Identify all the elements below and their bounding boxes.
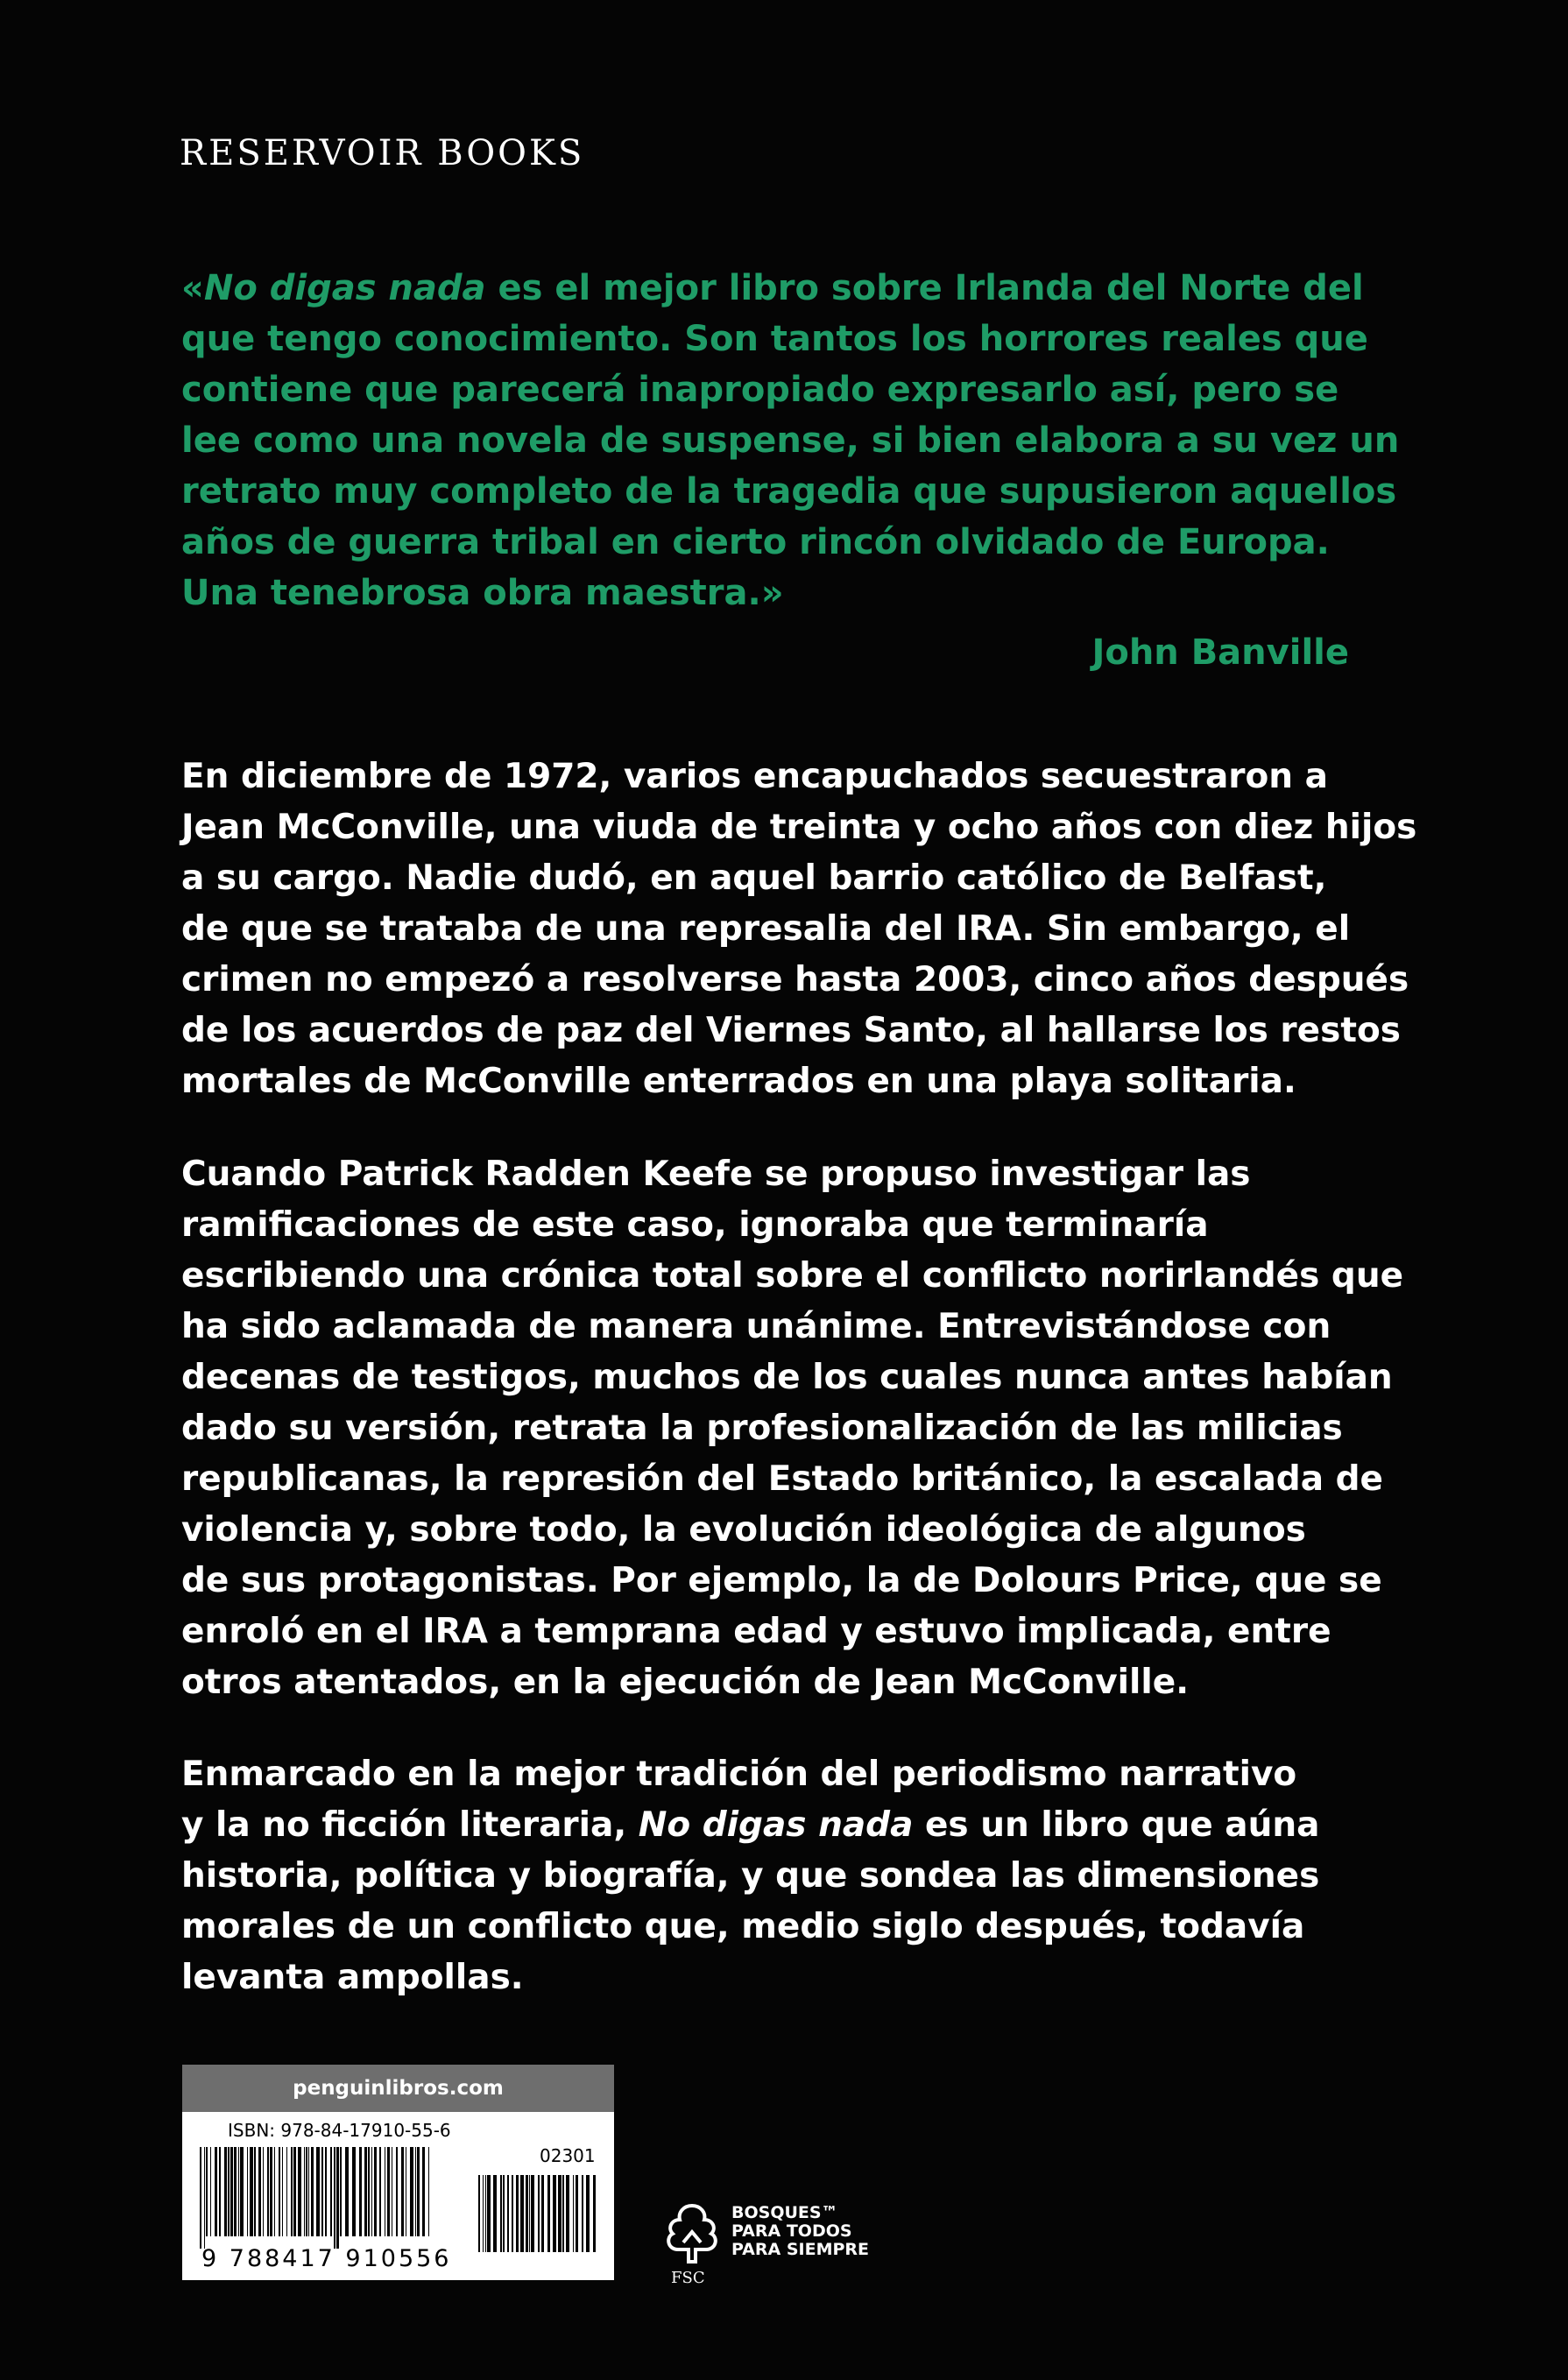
- quote-line: retrato muy completo de la tragedia que supusieron aquellos: [181, 471, 1397, 512]
- publisher-name: RESERVOIR BOOKS: [180, 133, 585, 173]
- paragraph-line: levanta ampollas.: [181, 1958, 524, 1997]
- paragraph-line: crimen no empezó a resolverse hasta 2003, cinco años después: [181, 960, 1409, 999]
- barcode-bar: [503, 2175, 505, 2252]
- barcode-bar: [364, 2147, 367, 2236]
- paragraph-line: En diciembre de 1972, varios encapuchados secuestraron a: [181, 757, 1328, 796]
- fsc-slogan: [731, 2204, 869, 2259]
- barcode-bar: [234, 2147, 237, 2236]
- barcode-block: [182, 2065, 614, 2280]
- barcode-bar: [374, 2147, 377, 2236]
- barcode-bar: [254, 2147, 256, 2236]
- barcode-bar: [247, 2147, 248, 2236]
- quote-line: años de guerra tribal en cierto rincón olvidado de Europa.: [181, 522, 1330, 562]
- barcode-bar: [325, 2147, 327, 2236]
- paragraph-line: Enmarcado en la mejor tradición del periodismo narrativo: [181, 1755, 1297, 1794]
- synopsis-paragraph-3: [181, 1749, 1443, 2003]
- barcode-bar: [330, 2147, 332, 2236]
- barcode-bar: [345, 2147, 349, 2236]
- barcode-bar: [553, 2175, 556, 2252]
- barcode-bar: [224, 2147, 227, 2236]
- barcode-bar: [558, 2175, 562, 2252]
- paragraph-line: ramificaciones de este caso, ignoraba que terminaría: [181, 1205, 1209, 1245]
- paragraph-line: mortales de McConville enterrados en una playa solitaria.: [181, 1062, 1296, 1101]
- barcode-bar: [562, 2175, 564, 2252]
- barcode-bar: [483, 2175, 484, 2252]
- paragraph-line: decenas de testigos, muchos de los cuales nunca antes habían: [181, 1358, 1393, 1397]
- barcode-bar: [417, 2147, 420, 2236]
- barcode-bar: [582, 2175, 583, 2252]
- barcode-bar: [334, 2147, 335, 2249]
- barcode-bar: [410, 2147, 413, 2236]
- barcode-bar: [478, 2175, 480, 2252]
- barcode-bar: [279, 2147, 280, 2236]
- barcode-bar: [228, 2147, 230, 2236]
- barcode-bar: [311, 2147, 314, 2236]
- barcode-bar: [321, 2147, 323, 2236]
- barcode-bar: [219, 2147, 221, 2236]
- quote-author: John Banville: [1091, 632, 1349, 673]
- paragraph-line: a su cargo. Nadie dudó, en aquel barrio católico de Belfast,: [181, 858, 1327, 898]
- barcode-bar: [573, 2175, 574, 2252]
- barcode-bar: [200, 2147, 201, 2249]
- addon-barcode-bars: [478, 2175, 597, 2264]
- barcode-bar: [371, 2147, 372, 2236]
- barcode-bar: [520, 2175, 524, 2252]
- barcode-bar: [336, 2147, 339, 2249]
- barcode-bar: [485, 2175, 486, 2252]
- paragraph-line: historia, política y biografía, y que sondea las dimensiones: [181, 1856, 1320, 1896]
- barcode-bar: [270, 2147, 272, 2236]
- barcode-bar: [352, 2147, 356, 2236]
- barcode-bar: [500, 2175, 502, 2252]
- barcode-bar: [230, 2147, 233, 2236]
- barcode-bar: [531, 2175, 534, 2252]
- paragraph-line: de los acuerdos de paz del Viernes Santo, al hallarse los restos: [181, 1011, 1401, 1050]
- ean-barcode-bars: [200, 2147, 434, 2249]
- barcode-bar: [282, 2147, 283, 2236]
- paragraph-line: escribiendo una crónica total sobre el conflicto norirlandés que: [181, 1256, 1404, 1296]
- barcode-bar: [586, 2175, 590, 2252]
- book-title-italic: No digas nada: [203, 268, 486, 308]
- paragraph-line: republicanas, la represión del Estado británico, la escalada de: [181, 1459, 1383, 1499]
- barcode-bar: [415, 2147, 416, 2236]
- paragraph-line: Cuando Patrick Radden Keefe se propuso investigar las: [181, 1155, 1251, 1194]
- book-title-italic: No digas nada: [638, 1805, 914, 1845]
- paragraph-line: dado su versión, retrata la profesionalización de las milicias: [181, 1409, 1343, 1448]
- barcode-bar: [487, 2175, 491, 2252]
- barcode-bar: [250, 2147, 253, 2236]
- barcode-bar: [267, 2147, 269, 2236]
- barcode-bar: [541, 2175, 544, 2252]
- barcode-addon-number: 02301: [540, 2145, 596, 2166]
- barcode-bar: [538, 2175, 540, 2252]
- barcode-bar: [293, 2147, 296, 2236]
- barcode-bar: [263, 2147, 264, 2236]
- barcode-bar: [340, 2147, 342, 2236]
- quote-line: contiene que parecerá inapropiado expresarlo así, pero se: [181, 370, 1339, 410]
- fsc-label: FSC: [671, 2269, 705, 2287]
- isbn-label: ISBN: 978-84-17910-55-6: [228, 2120, 451, 2141]
- barcode-bar: [238, 2147, 239, 2236]
- quote-line: Una tenebrosa obra maestra.»: [181, 573, 784, 613]
- fsc-slogan-line: PARA TODOS: [731, 2221, 852, 2241]
- barcode-bar: [566, 2175, 569, 2252]
- ean-digits: 9 788417 910556: [201, 2245, 452, 2272]
- barcode-bar: [210, 2147, 211, 2236]
- synopsis-paragraph-1: [181, 752, 1443, 1107]
- paragraph-line: Jean McConville, una viuda de treinta y ocho años con diez hijos: [181, 808, 1417, 847]
- barcode-bar: [306, 2147, 307, 2236]
- fsc-tree-icon: [657, 2200, 727, 2279]
- barcode-bar: [240, 2147, 244, 2236]
- barcode-bar: [215, 2147, 217, 2236]
- fsc-slogan-line: PARA SIEMPRE: [731, 2240, 870, 2259]
- barcode-bar: [526, 2175, 528, 2252]
- barcode-bar: [368, 2147, 370, 2236]
- paragraph-line: enroló en el IRA a temprana edad y estuvo implicada, entre: [181, 1612, 1331, 1651]
- quote-line: que tengo conocimiento. Son tantos los horrores reales que: [181, 319, 1368, 359]
- website-label: penguinlibros.com: [182, 2065, 614, 2112]
- barcode-bar: [206, 2147, 208, 2236]
- barcode-bar: [304, 2147, 305, 2236]
- barcode-bar: [387, 2147, 390, 2236]
- paragraph-line: de que se trataba de una represalia del IRA. Sin embargo, el: [181, 909, 1351, 949]
- paragraph-line: violencia y, sobre todo, la evolución ideológica de algunos: [181, 1510, 1306, 1550]
- barcode-bar: [298, 2147, 301, 2236]
- barcode-bar: [529, 2175, 530, 2252]
- barcode-bar: [396, 2147, 398, 2236]
- barcode-bar: [359, 2147, 362, 2236]
- barcode-bar: [379, 2147, 381, 2236]
- barcode-bar: [593, 2175, 596, 2252]
- quote-line: «No digas nada es el mejor libro sobre Irlanda del Norte del: [181, 268, 1364, 308]
- barcode-bar: [428, 2147, 429, 2236]
- fsc-slogan-line: BOSQUES™: [731, 2203, 838, 2222]
- barcode-bar: [291, 2147, 293, 2236]
- barcode-bar: [316, 2147, 320, 2236]
- barcode-bar: [512, 2175, 513, 2252]
- synopsis-paragraph-2: [181, 1149, 1443, 1708]
- paragraph-line: y la no ficción literaria, No digas nada es un libro que aúna: [181, 1805, 1320, 1845]
- barcode-bar: [401, 2147, 404, 2236]
- paragraph-line: ha sido aclamada de manera unánime. Entrevistándose con: [181, 1307, 1331, 1346]
- barcode-bar: [286, 2147, 287, 2236]
- barcode-bar: [547, 2175, 550, 2252]
- barcode-bar: [422, 2147, 425, 2236]
- barcode-bar: [507, 2175, 509, 2252]
- barcode-bar: [274, 2147, 275, 2236]
- barcode-bar: [204, 2147, 205, 2249]
- barcode-bar: [258, 2147, 261, 2236]
- fsc-mark: [657, 2200, 885, 2288]
- quote-line: lee como una novela de suspense, si bien elabora a su vez un: [181, 420, 1400, 461]
- paragraph-line: morales de un conflicto que, medio siglo después, todavía: [181, 1907, 1305, 1946]
- barcode-bar: [308, 2147, 309, 2236]
- barcode-bar: [516, 2175, 519, 2252]
- barcode-bar: [493, 2175, 497, 2252]
- blurb-quote: [181, 263, 1408, 618]
- barcode-bar: [576, 2175, 578, 2252]
- paragraph-line: de sus protagonistas. Por ejemplo, la de Dolours Price, que se: [181, 1561, 1382, 1600]
- paragraph-line: otros atentados, en la ejecución de Jean McConville.: [181, 1663, 1190, 1702]
